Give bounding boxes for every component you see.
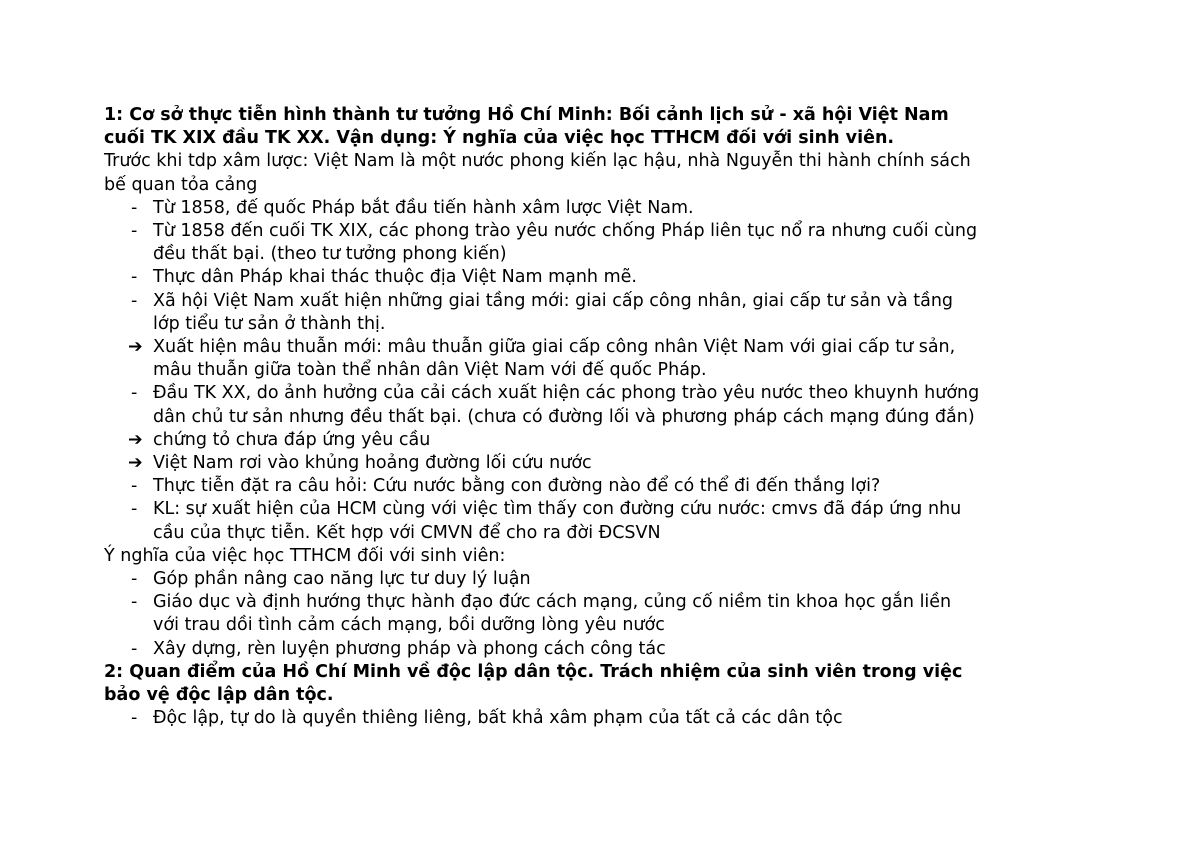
bullet-list-item	[104, 382, 1104, 428]
bullet-list-item	[104, 591, 1104, 637]
list-item-text: cầu của thực tiễn. Kết hợp với CMVN để cho ra đời ĐCSVN	[153, 522, 661, 543]
dash-bullet-icon: -	[131, 197, 138, 218]
list-item-text: Xuất hiện mâu thuẫn mới: mâu thuẫn giữa giai cấp công nhân Việt Nam với giai cấp tư sản,	[153, 337, 956, 358]
list-item-text: KL: sự xuất hiện của HCM cùng với việc tìm thấy con đường cứu nước: cmvs đã đáp ứng nhu	[153, 499, 962, 520]
bullet-list-item	[104, 197, 1104, 220]
dash-bullet-icon: -	[131, 267, 138, 288]
text-line: Trước khi tdp xâm lược: Việt Nam là một nước phong kiến lạc hậu, nhà Nguyễn thi hành chính sách	[104, 151, 971, 172]
arrow-right-icon: ➔	[128, 429, 143, 450]
bullet-list-item	[104, 638, 1104, 661]
text-line: bảo vệ độc lập dân tộc.	[104, 685, 334, 706]
list-item-text: Xã hội Việt Nam xuất hiện những giai tầng mới: giai cấp công nhân, giai cấp tư sản và tầng	[153, 290, 954, 311]
section-heading	[104, 661, 1104, 707]
list-item-text: Từ 1858 đến cuối TK XIX, các phong trào yêu nước chống Pháp liên tục nổ ra nhưng cuối cùng	[153, 221, 978, 242]
dash-bullet-icon: -	[131, 592, 138, 613]
paragraph	[104, 150, 1104, 196]
document-page	[104, 104, 1104, 730]
list-item-text: Xây dựng, rèn luyện phương pháp và phong cách công tác	[153, 638, 666, 659]
bullet-list-item	[104, 290, 1104, 336]
list-item-text: Thực dân Pháp khai thác thuộc địa Việt Nam mạnh mẽ.	[153, 267, 637, 288]
list-item-text: Độc lập, tự do là quyền thiêng liêng, bất khả xâm phạm của tất cả các dân tộc	[153, 708, 843, 729]
dash-bullet-icon: -	[131, 290, 138, 311]
dash-bullet-icon: -	[131, 221, 138, 242]
list-item-text: với trau dồi tình cảm cách mạng, bồi dưỡng lòng yêu nước	[153, 615, 665, 636]
list-item-text: lớp tiểu tư sản ở thành thị.	[153, 313, 386, 334]
list-item-text: mâu thuẫn giữa toàn thể nhân dân Việt Nam với đế quốc Pháp.	[153, 360, 707, 381]
list-item-text: chứng tỏ chưa đáp ứng yêu cầu	[153, 429, 431, 450]
text-line: Ý nghĩa của việc học TTHCM đối với sinh viên:	[104, 545, 506, 566]
text-line: bế quan tỏa cảng	[104, 174, 258, 195]
dash-bullet-icon: -	[131, 569, 138, 590]
text-line: 1: Cơ sở thực tiễn hình thành tư tưởng Hồ Chí Minh: Bối cảnh lịch sử - xã hội Việt Nam	[104, 105, 949, 125]
list-item-text: Giáo dục và định hướng thực hành đạo đức cách mạng, củng cố niềm tin khoa học gắn liền	[153, 592, 952, 613]
arrow-list-item	[104, 452, 1104, 475]
bullet-list-item	[104, 475, 1104, 498]
arrow-list-item	[104, 429, 1104, 452]
section-heading	[104, 104, 1104, 150]
list-item-text: dân chủ tư sản nhưng đều thất bại. (chưa có đường lối và phương pháp cách mạng đúng đắn)	[153, 406, 975, 427]
list-item-text: Thực tiễn đặt ra câu hỏi: Cứu nước bằng con đường nào để có thể đi đến thắng lợi?	[153, 476, 881, 497]
arrow-right-icon: ➔	[128, 337, 143, 358]
text-line: cuối TK XIX đầu TK XX. Vận dụng: Ý nghĩa của việc học TTHCM đối với sinh viên.	[104, 128, 895, 149]
list-item-text: Đầu TK XX, do ảnh hưởng của cải cách xuất hiện các phong trào yêu nước theo khuynh hướng	[153, 383, 980, 404]
dash-bullet-icon: -	[131, 476, 138, 497]
dash-bullet-icon: -	[131, 638, 138, 659]
bullet-list-item	[104, 707, 1104, 730]
dash-bullet-icon: -	[131, 499, 138, 520]
list-item-text: Từ 1858, đế quốc Pháp bắt đầu tiến hành xâm lược Việt Nam.	[153, 197, 694, 218]
dash-bullet-icon: -	[131, 383, 138, 404]
list-item-text: Góp phần nâng cao năng lực tư duy lý luận	[153, 569, 531, 590]
list-item-text: đều thất bại. (theo tư tưởng phong kiến)	[153, 244, 507, 265]
list-item-text: Việt Nam rơi vào khủng hoảng đường lối cứu nước	[153, 453, 592, 474]
dash-bullet-icon: -	[131, 708, 138, 729]
arrow-right-icon: ➔	[128, 453, 143, 474]
bullet-list-item	[104, 266, 1104, 289]
bullet-list-item	[104, 498, 1104, 544]
bullet-list-item	[104, 220, 1104, 266]
bullet-list-item	[104, 568, 1104, 591]
paragraph	[104, 545, 1104, 568]
arrow-list-item	[104, 336, 1104, 382]
text-line: 2: Quan điểm của Hồ Chí Minh về độc lập dân tộc. Trách nhiệm của sinh viên trong việc	[104, 661, 963, 682]
